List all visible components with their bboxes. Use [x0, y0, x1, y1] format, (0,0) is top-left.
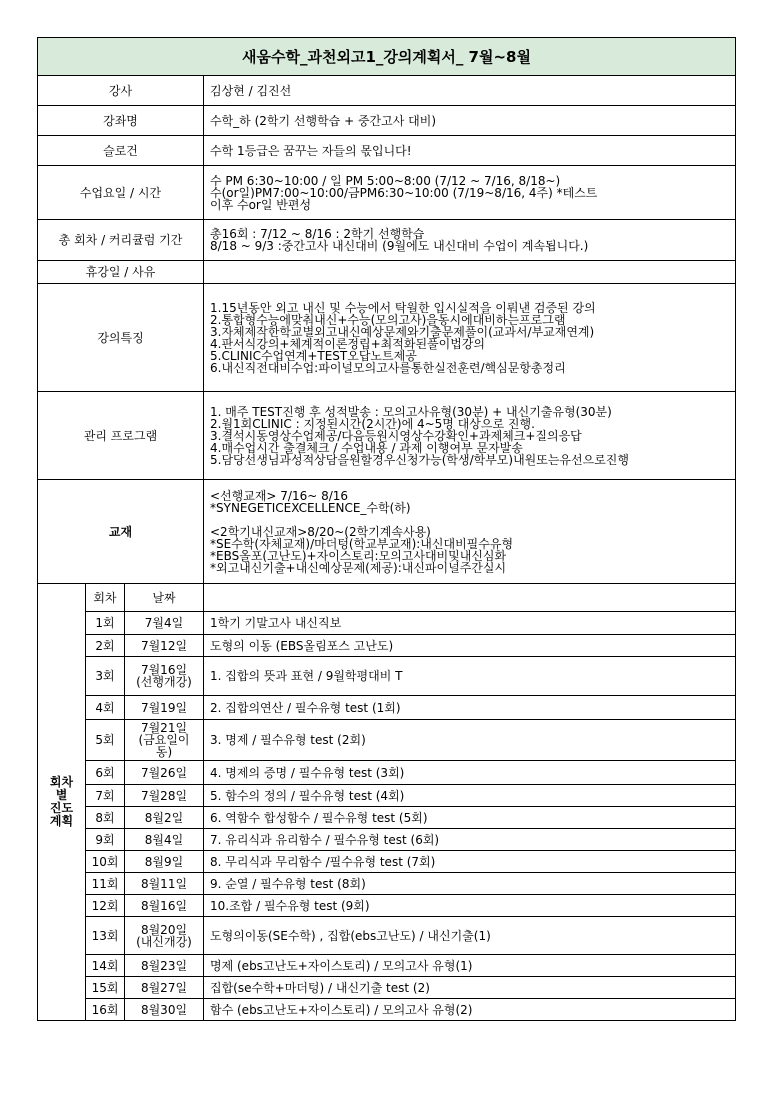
curriculum-label: 총 회차 / 커리큘럼 기간	[38, 220, 204, 261]
plan-content: 1학기 기말고사 내신직보	[204, 612, 736, 635]
plan-content: 함수 (ebs고난도+자이스토리) / 모의고사 유형(2)	[204, 999, 736, 1021]
plan-content: 9. 순열 / 필수유형 test (8회)	[204, 873, 736, 895]
plan-session: 9회	[86, 829, 125, 851]
textbook-line: *SE수학(자체교재)/마더텅(학교부교재):내신대비필수유형	[210, 536, 514, 551]
plan-date	[125, 696, 204, 720]
curriculum-line: 8/18 ~ 9/3 :중간고사 내신대비 (9월에도 내신대비 수업이 계속됩니다.)	[210, 239, 589, 253]
plan-session: 16회	[86, 999, 125, 1021]
textbook-line: *EBS올포(고난도)+자이스토리:모의고사대비및내신심화	[210, 548, 507, 563]
management-line: 5.담당선생님과성적상담을원할경우신청가능(학생/학부모)내원또는유선으로진행	[210, 452, 629, 467]
plan-session: 3회	[86, 657, 125, 696]
plan-date	[125, 720, 204, 761]
curriculum-line: 총16회 : 7/12 ~ 8/16 : 2학기 선행학습	[210, 227, 425, 241]
plan-row	[38, 977, 736, 999]
plan-content: 10.조합 / 필수유형 test (9회)	[204, 895, 736, 917]
plan-header-content	[204, 584, 736, 612]
plan-date	[125, 657, 204, 696]
plan-date	[125, 829, 204, 851]
plan-session: 13회	[86, 917, 125, 955]
plan-session: 14회	[86, 955, 125, 977]
plan-content: 2. 집합의연산 / 필수유형 test (1회)	[204, 696, 736, 720]
plan-row	[38, 955, 736, 977]
holiday-value	[204, 261, 736, 284]
plan-row	[38, 873, 736, 895]
plan-date	[125, 612, 204, 635]
plan-date	[125, 785, 204, 807]
plan-session: 2회	[86, 635, 125, 657]
plan-date-line: 동)	[155, 745, 173, 759]
plan-date-line: 7월16일	[140, 663, 188, 677]
schedule-value	[204, 166, 736, 220]
plan-session: 8회	[86, 807, 125, 829]
plan-date	[125, 895, 204, 917]
plan-content: 6. 역함수 합성함수 / 필수유형 test (5회)	[204, 807, 736, 829]
feature-line: 3.자체제작한학교별외고내신예상문제와기출문제풀이(교과서/부교재연계)	[210, 324, 595, 339]
plan-date-line: 7월26일	[140, 765, 188, 780]
plan-date-line: (내신개강)	[136, 934, 192, 949]
plan-session: 11회	[86, 873, 125, 895]
management-line: 4.매수업시간 출결체크 / 수업내용 / 과제 이행여부 문자발송	[210, 440, 523, 455]
instructor-value: 김상현 / 김진선	[204, 76, 736, 106]
instructor-label: 강사	[38, 76, 204, 106]
schedule-label: 수업요일 / 시간	[38, 166, 204, 220]
slogan-value: 수학 1등급은 꿈꾸는 자들의 몫입니다!	[204, 136, 736, 166]
plan-date-line: 8월9일	[144, 854, 184, 869]
plan-date-line: 7월28일	[140, 788, 188, 803]
plan-date-line: 7월12일	[140, 638, 188, 653]
features-value	[204, 284, 736, 392]
plan-header-session: 회차	[86, 584, 125, 612]
plan-date-line: (선행개강)	[136, 675, 192, 689]
page-title: 새움수학_과천외고1_강의계획서_ 7월~8월	[38, 38, 736, 76]
plan-row	[38, 612, 736, 635]
plan-date-line: 8월23일	[140, 958, 188, 973]
plan-date	[125, 955, 204, 977]
plan-row	[38, 696, 736, 720]
plan-row	[38, 720, 736, 761]
management-line: 1. 매주 TEST진행 후 성적발송 : 모의고사유형(30분) + 내신기출유형(30분)	[210, 404, 612, 419]
plan-side-label	[38, 584, 86, 1021]
textbook-line: *외고내신기출+내신예상문제(제공):내신파이널주간실시	[210, 560, 507, 575]
feature-line: 2.통합형수능에맞춰내신+수능(모의고사)을동시에대비하는프로그램	[210, 312, 566, 327]
plan-content: 1. 집합의 뜻과 표현 / 9월학평대비 T	[204, 657, 736, 696]
plan-date	[125, 807, 204, 829]
plan-content: 도형의 이동 (EBS올림포스 고난도)	[204, 635, 736, 657]
plan-date-line: 8월4일	[144, 832, 184, 847]
plan-date	[125, 873, 204, 895]
plan-session: 4회	[86, 696, 125, 720]
plan-date-line: 8월30일	[140, 1002, 188, 1017]
plan-side-label-part: 회차	[49, 775, 74, 789]
plan-row	[38, 895, 736, 917]
plan-session: 15회	[86, 977, 125, 999]
plan-content: 8. 무리식과 무리함수 /필수유형 test (7회)	[204, 851, 736, 873]
feature-line: 5.CLINIC수업연계+TEST오답노트제공	[210, 348, 417, 363]
plan-header-date: 날짜	[125, 584, 204, 612]
plan-content: 명제 (ebs고난도+자이스토리) / 모의고사 유형(1)	[204, 955, 736, 977]
plan-side-label-part: 진도	[49, 801, 74, 815]
holiday-label: 휴강일 / 사유	[38, 261, 204, 284]
plan-session: 1회	[86, 612, 125, 635]
management-label: 관리 프로그램	[38, 392, 204, 480]
plan-date-line: 7월21일	[140, 721, 188, 735]
plan-session: 5회	[86, 720, 125, 761]
schedule-line: 수 PM 6:30~10:00 / 일 PM 5:00~8:00 (7/12 ~ 7/16, 8/18~)	[210, 173, 561, 188]
plan-row	[38, 807, 736, 829]
plan-session: 6회	[86, 761, 125, 785]
plan-row	[38, 657, 736, 696]
curriculum-value	[204, 220, 736, 261]
schedule-line: 수(or일)PM7:00~10:00/금PM6:30~10:00 (7/19~8/16, 4주) *테스트	[210, 185, 598, 200]
slogan-label: 슬로건	[38, 136, 204, 166]
plan-content: 5. 함수의 정의 / 필수유형 test (4회)	[204, 785, 736, 807]
plan-date-line: 7월19일	[140, 700, 188, 715]
management-line: 3.결석시동영상수업제공/다음등원시영상수강확인+과제체크+질의응답	[210, 428, 582, 443]
textbook-line	[210, 514, 729, 526]
plan-row	[38, 917, 736, 955]
feature-line: 6.내신직전대비수업:파이널모의고사를통한실전훈련/핵심문항총정리	[210, 360, 566, 375]
plan-date-line: 8월20일	[140, 922, 188, 937]
plan-date-line: 8월2일	[144, 810, 184, 825]
plan-date	[125, 999, 204, 1021]
plan-date	[125, 761, 204, 785]
plan-date	[125, 635, 204, 657]
textbook-value	[204, 480, 736, 584]
textbook-line: <선행교재> 7/16~ 8/16	[210, 488, 349, 503]
textbook-line: *SYNEGETICEXCELLENCE_수학(하)	[210, 500, 411, 515]
plan-row	[38, 829, 736, 851]
plan-side-label-part: 계획	[49, 814, 74, 828]
plan-row	[38, 785, 736, 807]
management-line: 2.월1회CLINIC : 지정된시간(2시간)에 4~5명 대상으로 진행.	[210, 416, 535, 431]
plan-date-line: 7월4일	[144, 616, 184, 630]
plan-session: 12회	[86, 895, 125, 917]
plan-date	[125, 977, 204, 999]
plan-date	[125, 851, 204, 873]
plan-date-line: 8월11일	[140, 876, 188, 891]
plan-content: 7. 유리식과 유리함수 / 필수유형 test (6회)	[204, 829, 736, 851]
course-label: 강좌명	[38, 106, 204, 136]
feature-line: 4.판서식강의+체계적이론정립+최적화된풀이법강의	[210, 336, 485, 351]
plan-row	[38, 851, 736, 873]
plan-row	[38, 635, 736, 657]
plan-content: 3. 명제 / 필수유형 test (2회)	[204, 720, 736, 761]
plan-content: 4. 명제의 증명 / 필수유형 test (3회)	[204, 761, 736, 785]
plan-date-line: 8월27일	[140, 980, 188, 995]
feature-line: 1.15년동안 외고 내신 및 수능에서 탁월한 입시실적을 이뤄낸 검증된 강의	[210, 300, 596, 315]
management-value	[204, 392, 736, 480]
plan-row	[38, 761, 736, 785]
plan-session: 10회	[86, 851, 125, 873]
plan-date	[125, 917, 204, 955]
schedule-line: 이후 수or일 반편성	[210, 197, 312, 212]
plan-side-label-part: 별	[55, 788, 68, 802]
plan-content: 집합(se수학+마더텅) / 내신기출 test (2)	[204, 977, 736, 999]
plan-content: 도형의이동(SE수학) , 집합(ebs고난도) / 내신기출(1)	[204, 917, 736, 955]
lecture-plan-table	[37, 37, 736, 1021]
features-label: 강의특징	[38, 284, 204, 392]
plan-row	[38, 999, 736, 1021]
textbook-line: <2학기내신교재>8/20~(2학기계속사용)	[210, 524, 431, 539]
plan-date-line: (금요일이	[138, 733, 190, 747]
plan-session: 7회	[86, 785, 125, 807]
course-value: 수학_하 (2학기 선행학습 + 중간고사 대비)	[204, 106, 736, 136]
plan-date-line: 8월16일	[140, 898, 188, 913]
textbook-label: 교재	[38, 480, 204, 584]
